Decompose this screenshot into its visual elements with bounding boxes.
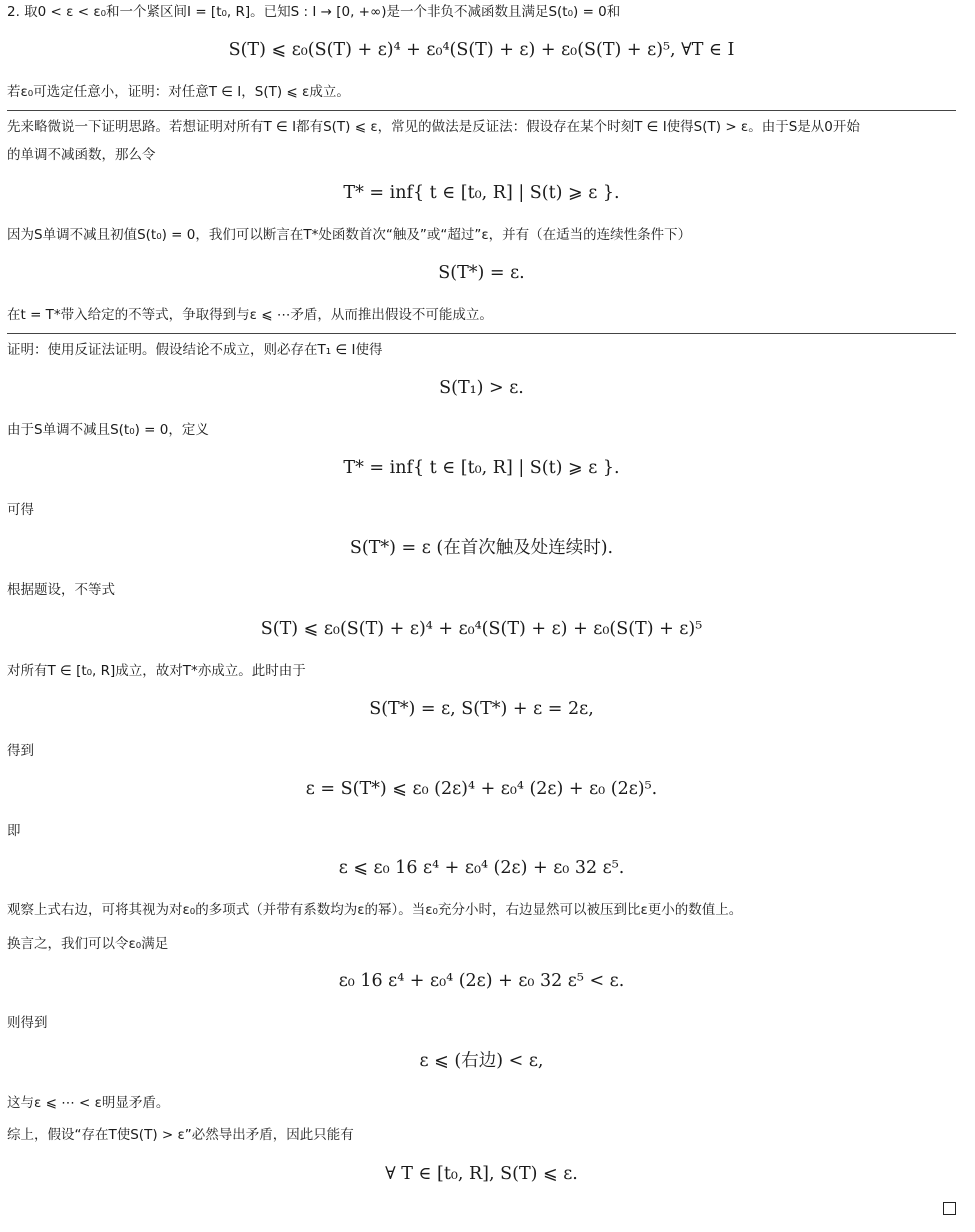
equation-s-tstar: S(T*) = ε.: [438, 263, 525, 283]
equation-infimum: T* = inf{ t ∈ [t₀, R] | S(t) ⩾ ε }.: [343, 183, 620, 203]
proof-conclusion-equation: ∀ T ∈ [t₀, R], S(T) ⩽ ε.: [385, 1164, 578, 1184]
proof-paragraph-line: 证明：使用反证法证明。假设结论不成立，则必存在T₁ ∈ I使得: [7, 342, 383, 358]
proof-paragraph-line: 由于S单调不减且S(t₀) = 0，定义: [7, 422, 209, 438]
proof-equation: S(T) ⩽ ε₀(S(T) + ε)⁴ + ε₀⁴(S(T) + ε) + ε₀(S(T) + ε)⁵: [260, 619, 703, 639]
proof-paragraph-line: 综上，假设“存在T使S(T) > ε”必然导出矛盾，因此只能有: [7, 1127, 354, 1143]
proof-equation: ε ⩽ (右边) < ε,: [419, 1051, 544, 1071]
idea-paragraph-line: 在t = T*带入给定的不等式，争取得到与ε ⩽ ⋯矛盾，从而推出假设不可能成立。: [7, 307, 493, 323]
proof-equation: ε ⩽ ε₀ 16 ε⁴ + ε₀⁴ (2ε) + ε₀ 32 ε⁵.: [338, 858, 625, 878]
proof-paragraph-line: 观察上式右边，可将其视为对ε₀的多项式（并带有系数均为ε的幂）。当ε₀充分小时，右边显然可以被压到比ε更小的数值上。: [7, 902, 743, 918]
proof-equation: S(T*) = ε, S(T*) + ε = 2ε,: [369, 699, 594, 719]
section-divider: [7, 333, 956, 334]
proof-paragraph-line: 则得到: [7, 1015, 48, 1031]
proof-paragraph-line: 得到: [7, 743, 34, 759]
proof-paragraph-line: 根据题设，不等式: [7, 582, 115, 598]
proof-equation: ε = S(T*) ⩽ ε₀ (2ε)⁴ + ε₀⁴ (2ε) + ε₀ (2ε)⁵.: [305, 779, 658, 799]
idea-paragraph-line: 先来略微说一下证明思路。若想证明对所有T ∈ I都有S(T) ⩽ ε，常见的做法是反证法：假设存在某个时刻T ∈ I使得S(T) > ε。由于S是从0开始: [7, 119, 860, 135]
qed-box-icon: [943, 1202, 956, 1215]
proof-equation: S(T*) = ε (在首次触及处连续时).: [349, 538, 614, 558]
section-divider: [7, 110, 956, 111]
idea-paragraph-line: 因为S单调不减且初值S(t₀) = 0，我们可以断言在T*处函数首次“触及”或“超过”ε，并有（在适当的连续性条件下）: [7, 227, 692, 243]
proof-paragraph-line: 即: [7, 823, 21, 839]
problem-question: 若ε₀可选定任意小，证明：对任意T ∈ I，S(T) ⩽ ε成立。: [7, 84, 350, 100]
proof-equation: S(T₁) > ε.: [439, 378, 524, 398]
proof-equation: T* = inf{ t ∈ [t₀, R] | S(t) ⩾ ε }.: [343, 458, 620, 478]
proof-equation: ε₀ 16 ε⁴ + ε₀⁴ (2ε) + ε₀ 32 ε⁵ < ε.: [338, 971, 625, 991]
idea-paragraph-line: 的单调不减函数，那么令: [7, 147, 156, 163]
proof-paragraph-line: 换言之，我们可以令ε₀满足: [7, 936, 169, 952]
proof-paragraph-line: 可得: [7, 502, 34, 518]
proof-paragraph-line: 这与ε ⩽ ⋯ < ε明显矛盾。: [7, 1095, 170, 1111]
given-inequality: S(T) ⩽ ε₀(S(T) + ε)⁴ + ε₀⁴(S(T) + ε) + ε₀(S(T) + ε)⁵, ∀T ∈ I: [228, 40, 735, 60]
problem-statement: 2. 取0 < ε < ε₀和一个紧区间I = [t₀, R]。已知S : I → [0, +∞)是一个非负不减函数且满足S(t₀) = 0和: [7, 4, 621, 20]
proof-paragraph-line: 对所有T ∈ [t₀, R]成立，故对T*亦成立。此时由于: [7, 663, 306, 679]
